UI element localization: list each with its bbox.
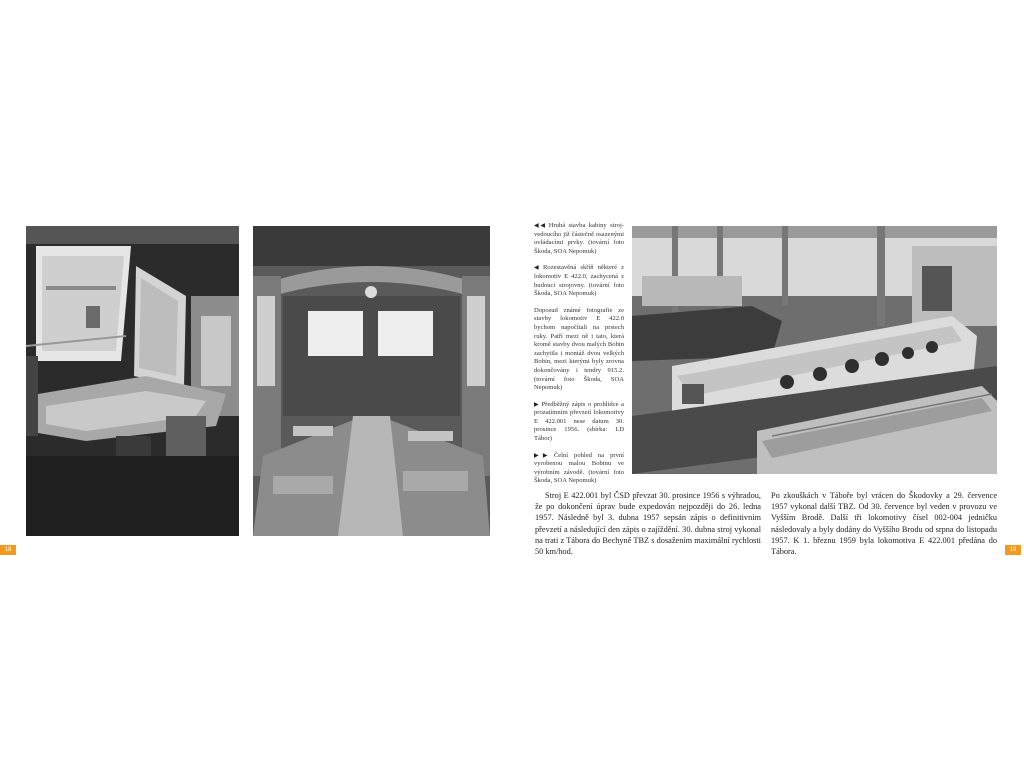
caption-1: ◀◀ Hrubá stavba kabiny stroj-vedoucího již částečně osazenými ovládacími prvky. (tovární foto Škoda, SOA Nepomuk) (534, 222, 624, 255)
body-text-column-2: Po zkouškách v Táboře byl vrácen do Škodovky a 29. července 1957 vykonal další TBZ. Od 30. července byl veden v provozu ve Vyšším Brodě. Další tři lokomotivy čísel 002-004 jedničku následovaly a byly dodány do Vyššího Brodu od srpna do listopadu 1957. K 1. březnu 1959 byla lokomotiva E 422.001 předána do Tábora. (771, 491, 997, 557)
page-number-right: 19 (1005, 545, 1021, 555)
caption-2: ◀ Rozestavěná skříň některé z lokomotiv E 422.0, zachycená z budoucí strojovny. (tovární foto Škoda, SOA Nepomuk) (534, 264, 624, 298)
photo-cab-interior (26, 226, 239, 536)
photo-body-construction (253, 226, 490, 536)
photo-captions (534, 222, 624, 494)
photo-factory-hall (632, 226, 997, 474)
caption-3: Doposud známé fotografie ze stavby lokomotiv E 422.0 bychom napočítali na prstech ruky. Patří mezi ně i tato, která kromě stavby dvou malých Bobin zachytila i montáž dvou velkých Bobin, mezi kterými byly zrovna dokončovány i tendry 915.2. (tovární foto Škoda, SOA Nepomuk) (534, 306, 624, 392)
body-text-column-1: Stroj E 422.001 byl ČSD převzat 30. prosince 1956 s výhradou, že po dokončení úprav bude expedován nejpozději do 26. ledna 1957. Následně byl 3. dubna 1957 sepsán zápis o definitivním převzetí a následující den zápis o zajíždění. 30. dubna stroj vykonal na trati z Tábora do Bechyně TBZ s dosažením maximální rychlosti 50 km/hod. (535, 491, 761, 557)
caption-5: ▶▶ Čelní pohled na první vyrobenou malou Bobinu ve výrobním závodě. (tovární foto Škoda, SOA Nepomuk) (534, 451, 624, 485)
caption-4: ▶ Předběžný zápis o prohlídce a prozatímním převzetí lokomotivy E 422.001 nese datum 30. prosince 1956. (sbírka: LD Tábor) (534, 400, 624, 443)
page-number-left: 18 (0, 545, 16, 555)
